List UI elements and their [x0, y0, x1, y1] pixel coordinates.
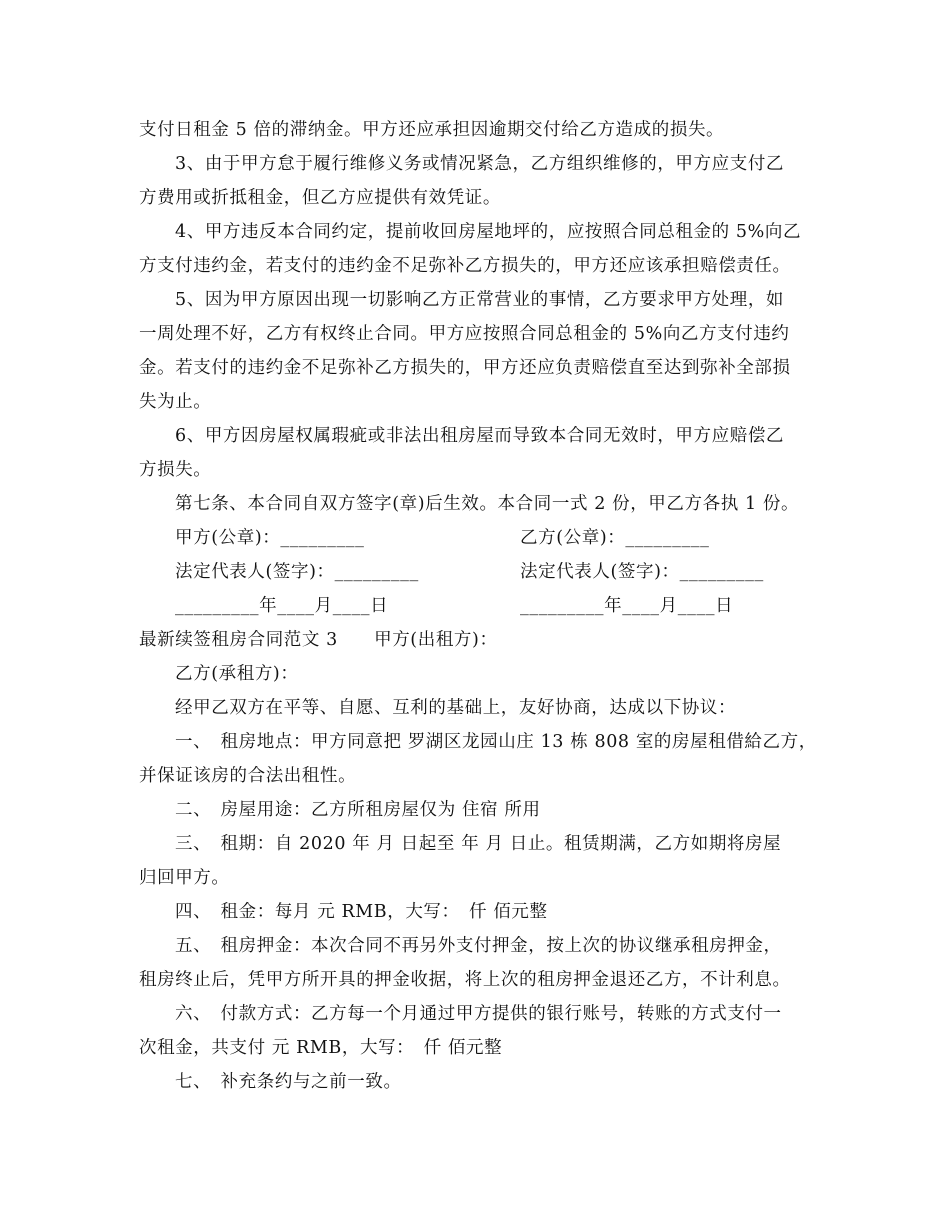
text-line: 租房终止后，凭甲方所开具的押金收据，将上次的租房押金退还乙方，不计利息。 — [139, 970, 791, 990]
contract-heading: 最新续签租房合同范文 3 甲方(出租方)： — [139, 630, 498, 650]
text-line: 支付日租金 5 倍的滞纳金。甲方还应承担因逾期交付给乙方造成的损失。 — [139, 120, 725, 140]
clause-four: 四、 租金：每月 元 RMB，大写： 仟 佰元整 — [175, 902, 548, 922]
text-line: 4、甲方违反本合同约定，提前收回房屋地坪的，应按照合同总租金的 5%向乙 — [175, 222, 802, 242]
text-line: 5、因为甲方原因出现一切影响乙方正常营业的事情，乙方要求甲方处理，如 — [175, 290, 785, 310]
text-line: 乙方(承租方)： — [175, 664, 299, 684]
text-line: 方费用或折抵租金，但乙方应提供有效凭证。 — [139, 188, 501, 208]
party-b-seal: 乙方(公章)：_________ — [520, 528, 710, 548]
text-line: 3、由于甲方怠于履行维修义务或情况紧急，乙方组织维修的，甲方应支付乙 — [175, 154, 785, 174]
text-line: 方支付违约金，若支付的违约金不足弥补乙方损失的，甲方还应该承担赔偿责任。 — [139, 256, 791, 276]
clause-three: 三、 租期：自 2020 年 月 日起至 年 月 日止。租赁期满，乙方如期将房屋 — [175, 834, 782, 854]
party-a-representative: 法定代表人(签字)：_________ — [175, 562, 419, 582]
article-seven: 第七条、本合同自双方签字(章)后生效。本合同一式 2 份，甲乙方各执 1 份。 — [175, 494, 800, 514]
text-line: 并保证该房的合法出租性。 — [139, 766, 357, 786]
text-line: 金。若支付的违约金不足弥补乙方损失的，甲方还应负责赔偿直至达到弥补全部损 — [139, 358, 791, 378]
text-line: 次租金，共支付 元 RMB，大写： 仟 佰元整 — [139, 1038, 503, 1058]
party-b-date: _________年____月____日 — [520, 596, 734, 616]
text-line: 归回甲方。 — [139, 868, 230, 888]
clause-six: 六、 付款方式：乙方每一个月通过甲方提供的银行账号，转账的方式支付一 — [175, 1004, 782, 1024]
text-line: 一周处理不好，乙方有权终止合同。甲方应按照合同总租金的 5%向乙方支付违约 — [139, 324, 790, 344]
party-b-representative: 法定代表人(签字)：_________ — [520, 562, 764, 582]
clause-one: 一、 租房地点：甲方同意把 罗湖区龙园山庄 13 栋 808 室的房屋租借給乙方， — [175, 732, 817, 752]
party-a-seal: 甲方(公章)：_________ — [175, 528, 365, 548]
text-line: 失为止。 — [139, 392, 212, 412]
clause-five: 五、 租房押金：本次合同不再另外支付押金，按上次的协议继承租房押金， — [175, 936, 782, 956]
text-line: 方损失。 — [139, 460, 212, 480]
text-line: 6、甲方因房屋权属瑕疵或非法出租房屋而导致本合同无效时，甲方应赔偿乙 — [175, 426, 785, 446]
clause-seven: 七、 补充条约与之前一致。 — [175, 1072, 402, 1092]
text-line: 经甲乙双方在平等、自愿、互利的基础上，友好协商，达成以下协议： — [175, 698, 737, 718]
party-a-date: _________年____月____日 — [175, 596, 389, 616]
clause-two: 二、 房屋用途：乙方所租房屋仅为 住宿 所用 — [175, 800, 541, 820]
